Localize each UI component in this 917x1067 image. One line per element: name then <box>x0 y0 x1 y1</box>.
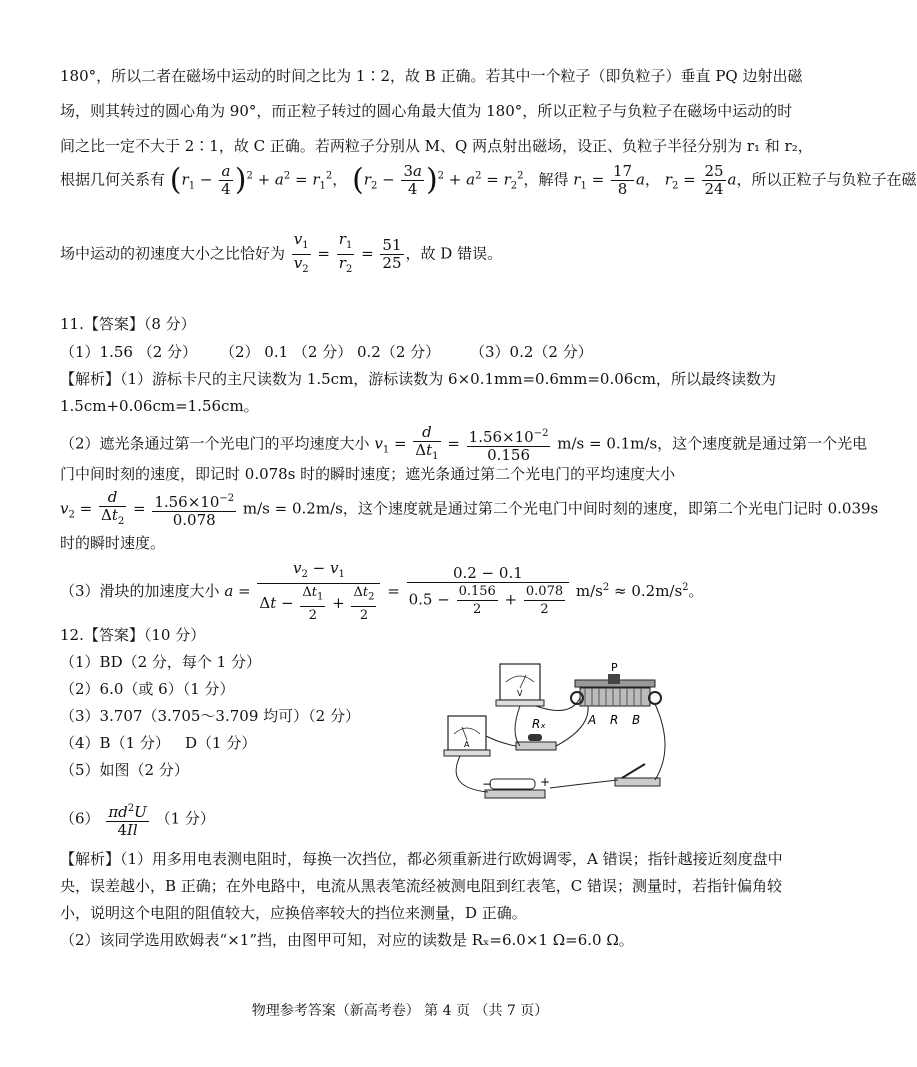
p10-line3: 间之比一定不大于 2∶1，故 C 正确。若两粒子分别从 M、Q 两点射出磁场，设正、负粒子半径分别为 r₁ 和 r₂， <box>60 137 813 155</box>
q12-explain-2: 央，误差越小，B 正确；在外电路中，电流从黑表笔流经被测电阻到红表笔，C 错误；测量时，若指针偏角较 <box>60 877 783 895</box>
q12-explain-4: （2）该同学选用欧姆表“×1”挡，由图甲可知，对应的读数是 Rₓ=6.0×1 Ω=6.0 Ω。 <box>60 931 634 949</box>
rheostat-label-B: B <box>632 713 641 727</box>
q12-answer-5: （5）如图（2 分） <box>60 761 189 779</box>
circuit-diagram <box>440 658 680 813</box>
rheostat-icon <box>571 674 661 706</box>
q11-answer-2: （2） 0.1 （2 分） <box>220 343 353 361</box>
q12-answer-2: （2）6.0（或 6）（1 分） <box>60 680 235 698</box>
voltmeter-icon <box>496 664 544 706</box>
page-footer: 物理参考答案（新高考卷） 第 4 页 （共 7 页） <box>251 1003 549 1019</box>
p10-line5: 场中运动的初速度大小之比恰好为 $\frac{v_1}{v_2}$ = $\frac{r_1}{r_2}$ = $\frac{51}{25}$ ，故 D 错误。 <box>60 230 503 275</box>
q11-explain-3: （2）遮光条通过第一个光电门的平均速度大小 $v_1$ = $\frac{d}{\Delta t_1}$ = $\frac{1.56\times 10^{-2}}{0.156}$ m/s = 0.1m/s，这个速度就是通过第一个光电 <box>60 423 868 464</box>
q11-answer-4: （3）0.2（2 分） <box>470 343 593 361</box>
q11-answer-3: 0.2（2 分） <box>357 343 441 361</box>
switch-icon <box>615 764 660 786</box>
p10-line2: 场，则其转过的圆心角为 90°，而正粒子转过的圆心角最大值为 180°，所以正粒子与负粒子在磁场中运动的时 <box>60 102 793 120</box>
q11-explain-6: 时的瞬时速度。 <box>60 534 166 552</box>
rheostat-label-R: R <box>610 713 619 727</box>
q12-explain-1: 【解析】（1）用多用电表测电阻时，每换一次挡位，都必须重新进行欧姆调零，A 错误；指针越接近刻度盘中 <box>60 850 783 868</box>
resistor-icon <box>516 734 556 750</box>
rheostat-label-P: P <box>611 661 618 674</box>
q11-answer-1: （1）1.56 （2 分） <box>60 343 198 361</box>
q11-explain-1: 【解析】（1）游标卡尺的主尺读数为 1.5cm，游标读数为 6×0.1mm=0.6mm=0.06cm，所以最终读数为 <box>60 370 776 388</box>
q12-answer-6: （6） $\frac{\pi d^2U}{4Il}$ （1 分） <box>60 800 215 839</box>
p10-line4: 根据几何关系有 ($r_1$ − $\frac{a}{4}$ )$^2 + a^2 = r_1^2$， ($r_2$ − $\frac{3a}{4}$ )$^2 + a^2 = r_2^2$，解得 $r_1$ = $\frac{17}{8}$ a， $r_2$ = $\frac{25}{24}$ a，所以正粒子与负粒子在磁 <box>60 162 917 198</box>
q12-answer-1: （1）BD（2 分，每个 1 分） <box>60 653 261 671</box>
q12-answer-4: （4）B（1 分） <box>60 734 170 752</box>
p10-line1: 180°，所以二者在磁场中运动的时间之比为 1∶2，故 B 正确。若其中一个粒子（即负粒子）垂直 PQ 边射出磁 <box>60 67 803 85</box>
q12-answer-3: （3）3.707（3.705～3.709 均可）（2 分） <box>60 707 360 725</box>
voltmeter-label: V <box>517 689 523 698</box>
q12-explain-3: 小，说明这个电阻的阻值较大，应换倍率较大的挡位来测量，D 正确。 <box>60 904 527 922</box>
battery-icon <box>485 779 545 798</box>
q12-heading: 12.【答案】（10 分） <box>60 626 206 644</box>
ammeter-label: A <box>464 740 470 749</box>
battery-minus: − <box>482 777 493 791</box>
battery-plus: + <box>540 775 551 789</box>
ammeter-icon <box>444 716 490 756</box>
q11-explain-5: $v_2$ = $\frac{d}{\Delta t_2}$ = $\frac{1.56\times 10^{-2}}{0.078}$ m/s = 0.2m/s，这个速度就是通过第二个光电门中间时刻的速度，即第二个光电门记时 0.039s <box>60 488 879 529</box>
q11-heading: 11.【答案】（8 分） <box>60 315 196 333</box>
q11-explain-7: （3）滑块的加速度大小 a = $v_2 - v_1$ Δt − $\frac{\Delta t_1}{2}$ + $\frac{\Delta t_2}{2}$ = 0.2 − 0.1 0.5 − $\frac{0.156}{2}$ + $\frac{0.078}{2}$ $m/s^2 \approx 0.2m/s^2$。 <box>60 559 704 623</box>
q11-explain-4: 门中间时刻的速度，即记时 0.078s 时的瞬时速度；遮光条通过第二个光电门的平均速度大小 <box>60 465 676 483</box>
rheostat-label-A: A <box>588 713 597 727</box>
q12-answer-4b: D（1 分） <box>185 734 257 752</box>
q11-explain-2: 1.5cm+0.06cm=1.56cm。 <box>60 397 259 415</box>
resistor-label: Rₓ <box>532 717 546 731</box>
